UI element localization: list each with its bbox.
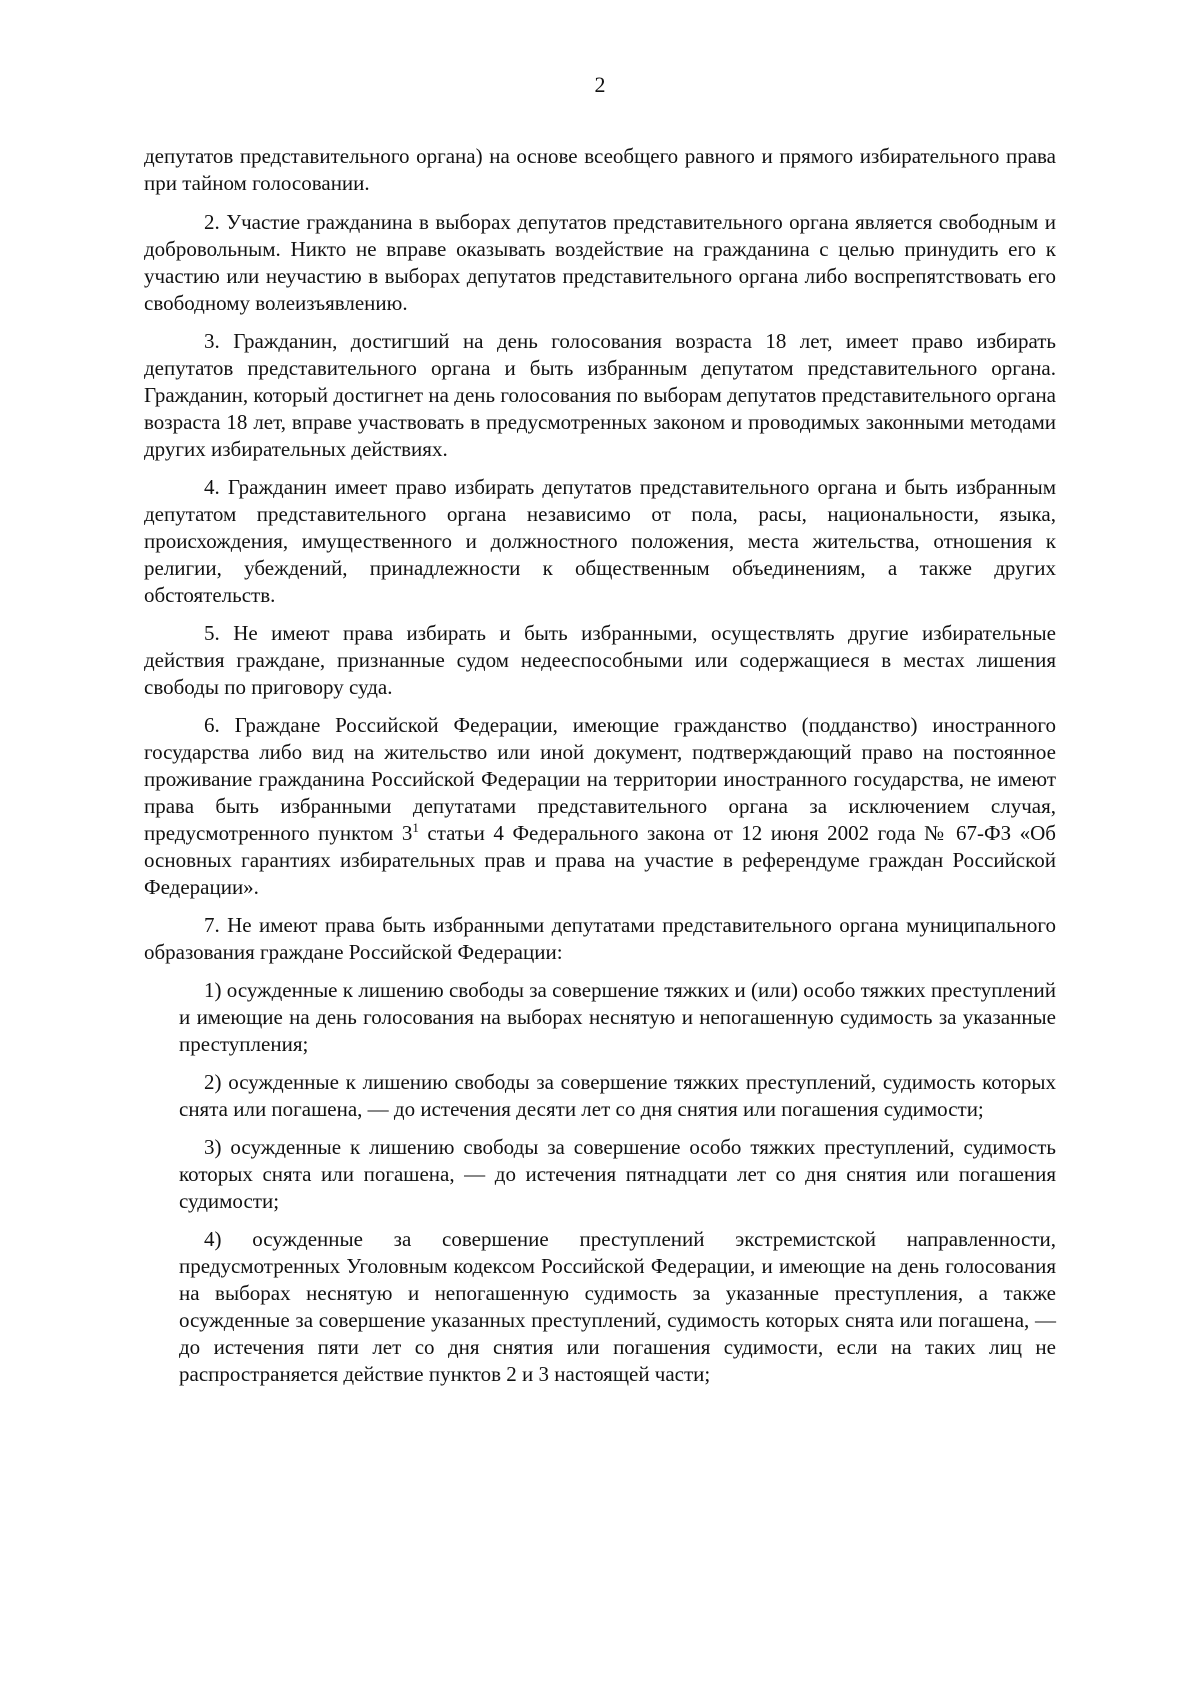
- paragraph-2: 2. Участие гражданина в выборах депутатов представительного органа является свободным и добровольным. Никто не вправе оказывать воздействие на гражданина с целью принудить его к участию или неучастию в выборах депутатов представительного органа либо воспрепятствовать его свободному волеизъявлению.: [144, 210, 1056, 315]
- paragraph-3: 3. Гражданин, достигший на день голосования возраста 18 лет, имеет право избирать депутатов представительного органа и быть избранным депутатом представительного органа. Гражданин, который достигнет на день голосования по выборам депутатов представительного органа возраста 18 лет, вправе участвовать в предусмотренных законом и проводимых законными методами других избирательных действиях.: [144, 329, 1056, 461]
- subitem-4: 4) осужденные за совершение преступлений экстремистской направленности, предусмотренных Уголовным кодексом Российской Федерации, и имеющие на день голосования на выборах неснятую и непогашенную судимость за указанные преступления, а также осужденные за совершение указанных преступлений, судимость которых снята или погашена, — до истечения пяти лет со дня снятия или погашения судимости, если на таких лиц не распространяется действие пунктов 2 и 3 настоящей части;: [179, 1227, 1056, 1386]
- subitem-3: 3) осужденные к лишению свободы за совершение особо тяжких преступлений, судимость которых снята или погашена, — до истечения пятнадцати лет со дня снятия или погашения судимости;: [179, 1135, 1056, 1213]
- paragraph-6-superscript: 1: [412, 820, 419, 835]
- paragraph-6-text-after: статьи 4 Федерального закона от 12 июня 2002 года № 67-ФЗ «Об основных гарантиях избирательных прав и права на участие в референдуме граждан Российской Федерации».: [144, 821, 1056, 899]
- subitem-2: 2) осужденные к лишению свободы за совершение тяжких преступлений, судимость которых снята или погашена, — до истечения десяти лет со дня снятия или погашения судимости;: [179, 1070, 1056, 1121]
- paragraph-6: [144, 712, 1056, 901]
- paragraph-6-text-before: 6. Граждане Российской Федерации, имеющие гражданство (подданство) иностранного государства либо вид на жительство или иной документ, подтверждающий право на постоянное проживание гражданина Российской Федерации на территории иностранного государства, не имеют права быть избранными депутатами представительного органа за исключением случая, предусмотренного пунктом 3: [144, 713, 1056, 845]
- subitem-1: 1) осужденные к лишению свободы за совершение тяжких и (или) особо тяжких преступлений и имеющие на день голосования на выборах неснятую и непогашенную судимость за указанные преступления;: [179, 978, 1056, 1056]
- document-body: [144, 143, 1056, 1399]
- paragraph-continuation: депутатов представительного органа) на основе всеобщего равного и прямого избирательного права при тайном голосовании.: [144, 144, 1056, 195]
- page-number: 2: [594, 72, 606, 97]
- paragraph-7: 7. Не имеют права быть избранными депутатами представительного органа муниципального образования граждане Российской Федерации:: [144, 913, 1056, 964]
- paragraph-5: 5. Не имеют права избирать и быть избранными, осуществлять другие избирательные действия граждане, признанные судом недееспособными или содержащиеся в местах лишения свободы по приговору суда.: [144, 621, 1056, 699]
- paragraph-4: 4. Гражданин имеет право избирать депутатов представительного органа и быть избранным депутатом представительного органа независимо от пола, расы, национальности, языка, происхождения, имущественного и должностного положения, места жительства, отношения к религии, убеждений, принадлежности к общественным объединениям, а также других обстоятельств.: [144, 475, 1056, 607]
